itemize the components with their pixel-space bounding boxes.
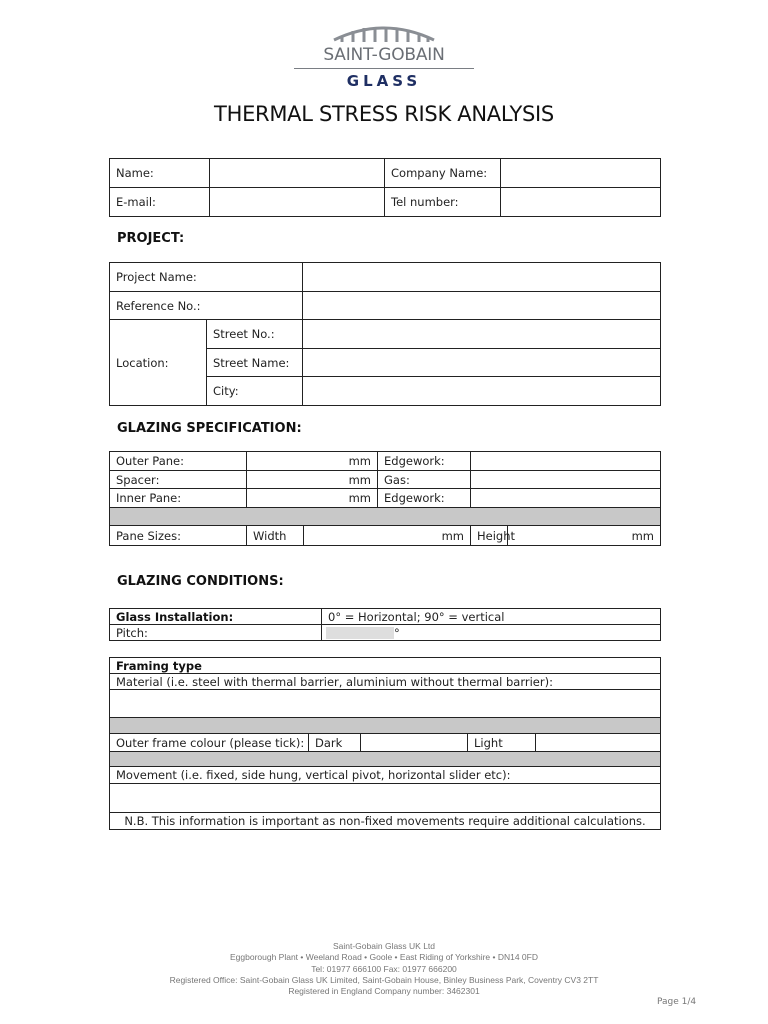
nb-note: N.B. This information is important as non-fixed movements require additional calculations.	[110, 813, 661, 830]
footer-company-number: Registered in England Company number: 3462301	[288, 986, 480, 997]
height-field[interactable]: mm	[508, 526, 661, 546]
glazing-specification-table	[109, 451, 661, 546]
outer-edgework-field[interactable]	[471, 452, 661, 471]
email-label: E-mail:	[110, 188, 210, 217]
project-table	[109, 262, 661, 406]
location-label: Location:	[110, 320, 207, 406]
pitch-label: Pitch:	[110, 625, 322, 641]
contact-table	[109, 158, 661, 217]
page-title: THERMAL STRESS RISK ANALYSIS	[214, 102, 554, 126]
inner-edgework-label: Edgework:	[378, 489, 471, 508]
movement-field[interactable]	[110, 784, 661, 813]
height-label: Height	[471, 526, 508, 546]
gas-field[interactable]	[471, 471, 661, 489]
pane-sizes-label: Pane Sizes:	[110, 526, 247, 546]
movement-label: Movement (i.e. fixed, side hung, vertical pivot, horizontal slider etc):	[110, 767, 661, 784]
framing-type-heading: Framing type	[110, 658, 661, 674]
footer-company: Saint-Gobain Glass UK Ltd	[332, 941, 436, 951]
pitch-input[interactable]	[326, 627, 394, 639]
light-tick-box[interactable]	[536, 734, 661, 752]
reference-no-field[interactable]	[303, 292, 661, 320]
glazing-specification-heading: GLAZING SPECIFICATION:	[117, 421, 302, 436]
glass-installation-table	[109, 608, 661, 641]
tel-number-field[interactable]	[501, 188, 661, 217]
material-field[interactable]	[110, 690, 661, 718]
glazing-conditions-heading: GLAZING CONDITIONS:	[117, 574, 284, 589]
footer-address: Eggborough Plant • Weeland Road • Goole • East Riding of Yorkshire • DN14 0FD	[229, 952, 538, 963]
light-label: Light	[468, 734, 536, 752]
separator-row	[110, 752, 661, 767]
page-number: Page 1/4	[657, 997, 697, 1007]
outer-edgework-label: Edgework:	[378, 452, 471, 471]
company-name-label: Company Name:	[385, 159, 501, 188]
street-no-label: Street No.:	[207, 320, 303, 349]
tel-number-label: Tel number:	[385, 188, 501, 217]
inner-pane-label: Inner Pane:	[110, 489, 247, 508]
reference-no-label: Reference No.:	[110, 292, 303, 320]
logo-divider	[294, 68, 474, 69]
project-heading: PROJECT:	[117, 231, 185, 246]
street-no-field[interactable]	[303, 320, 661, 349]
inner-pane-field[interactable]: mm	[247, 489, 378, 508]
material-label: Material (i.e. steel with thermal barrier, aluminium without thermal barrier):	[110, 674, 661, 690]
glass-installation-label: Glass Installation:	[110, 609, 322, 625]
footer	[0, 941, 768, 997]
separator-row	[110, 718, 661, 734]
logo-sub-text: GLASS	[346, 72, 422, 90]
gas-label: Gas:	[378, 471, 471, 489]
width-field[interactable]: mm	[304, 526, 471, 546]
frame-colour-label: Outer frame colour (please tick):	[110, 734, 309, 752]
outer-pane-field[interactable]: mm	[247, 452, 378, 471]
street-name-field[interactable]	[303, 349, 661, 377]
separator-row	[110, 508, 661, 526]
email-field[interactable]	[210, 188, 385, 217]
footer-registered-office: Registered Office: Saint-Gobain Glass UK Limited, Saint-Gobain House, Binley Business Park, Coventry CV3 2TT	[169, 974, 599, 985]
arch-logo-icon	[330, 20, 438, 44]
city-field[interactable]	[303, 377, 661, 406]
spacer-field[interactable]: mm	[247, 471, 378, 489]
company-name-field[interactable]	[501, 159, 661, 188]
spacer-label: Spacer:	[110, 471, 247, 489]
project-name-field[interactable]	[303, 263, 661, 292]
name-field[interactable]	[210, 159, 385, 188]
framing-table	[109, 657, 661, 830]
dark-label: Dark	[309, 734, 361, 752]
outer-pane-label: Outer Pane:	[110, 452, 247, 471]
name-label: Name:	[110, 159, 210, 188]
street-name-label: Street Name:	[207, 349, 303, 377]
inner-edgework-field[interactable]	[471, 489, 661, 508]
degree-symbol: °	[394, 625, 400, 640]
width-label: Width	[247, 526, 304, 546]
project-name-label: Project Name:	[110, 263, 303, 292]
footer-phone: Tel: 01977 666100 Fax: 01977 666200	[311, 963, 457, 974]
dark-tick-box[interactable]	[361, 734, 468, 752]
city-label: City:	[207, 377, 303, 406]
installation-note: 0° = Horizontal; 90° = vertical	[322, 609, 661, 625]
saint-gobain-logo	[0, 20, 768, 90]
logo-brand-text: SAINT-GOBAIN	[323, 45, 445, 65]
pitch-field[interactable]	[322, 625, 661, 641]
